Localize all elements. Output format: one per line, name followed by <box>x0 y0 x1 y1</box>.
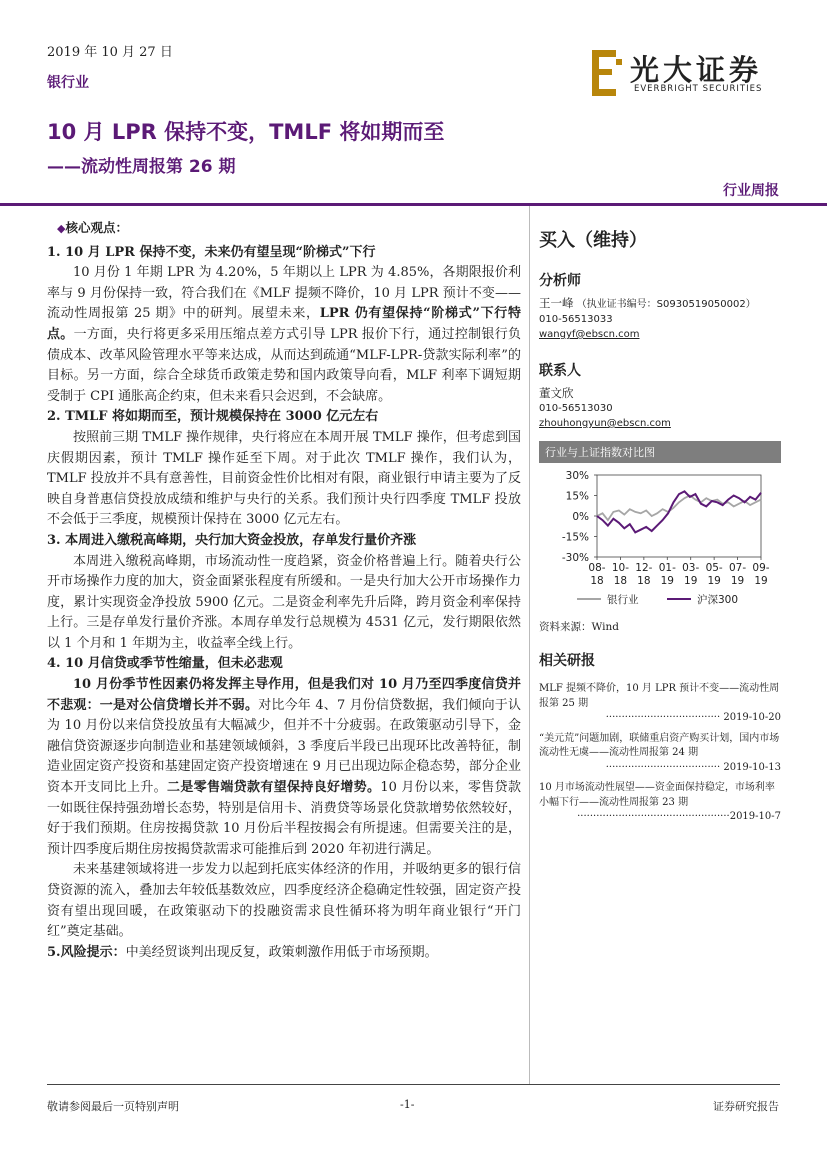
x-tick-label: 08- <box>588 562 606 574</box>
analyst-name: 王一峰 <box>539 296 574 310</box>
rating: 买入（维持） <box>539 230 647 251</box>
x-tick-label: 19 <box>660 575 674 587</box>
section-paragraph <box>47 552 521 655</box>
x-tick-label: 05- <box>705 562 723 574</box>
diamond-bullet-icon: ◆ <box>57 222 66 235</box>
x-tick-label: 19 <box>707 575 721 587</box>
x-tick-label: 01- <box>658 562 676 574</box>
logo-english-name: EVERBRIGHT SECURITIES <box>634 84 763 94</box>
related-report-date-row <box>539 761 781 776</box>
paragraph-text: 本周进入缴税高峰期，市场流动性一度趋紧，资金价格普遍上行。随着央行公开市场操作力度的加大，资金面紧张程度有所缓和。一是央行加大公开市场操作力度，累计实现资金净投放 5900 亿元。二是资金利率先升后降，跨月资金利率保持上行。三是存单发行量价齐涨。本周存单发行总规模为 4531 亿元，发行期限依然以 1 个月和 1 年期为主，收益率全线上行。 <box>47 553 521 651</box>
x-tick-label: 18 <box>613 575 628 587</box>
main-body <box>47 218 521 963</box>
section-heading: 4. 10 月信贷或季节性缩量，但未必悲观 <box>47 656 283 672</box>
related-heading: 相关研报 <box>539 653 595 669</box>
analyst-phone: 010-56513033 <box>539 314 613 325</box>
section-heading: 1. 10 月 LPR 保持不变，未来仍有望呈现“阶梯式”下行 <box>47 244 376 260</box>
contact-email[interactable]: zhouhongyun@ebscn.com <box>539 418 671 429</box>
legend-label: 银行业 <box>607 594 639 606</box>
y-tick-label: 0% <box>572 511 589 523</box>
company-logo <box>590 46 780 100</box>
x-tick-label: 10- <box>611 562 630 574</box>
x-tick-label: 07- <box>728 562 747 574</box>
chart-frame <box>597 475 761 557</box>
paragraph-text: 10 月份 1 年期 LPR 为 4.20%，5 年期以上 LPR 为 4.85%，各期限报价利率与 9 月份保持一致，符合我们在《MLF 提频不降价，10 月 LPR 预计不变——流动性周报第 25 期》中的研判。展望未来， <box>47 265 521 322</box>
leader-dots: ················································ <box>577 811 730 822</box>
section-heading: 3. 本周进入缴税高峰期，央行加大资金投放，存单发行量价齐涨 <box>47 532 417 548</box>
paragraph-text: 对比今年 4、7 月份信贷数据，我们倾向于认为 10 月份以来信贷投放虽有大幅减少，但并不十分疲弱。在政策驱动引导下，金融信贷资源逐步向制造业和基建领域倾斜，3 季度后半段已出现环比改善特征，制造业固定资产投资和基建固定资产投资增速在 9 月已出现边际企稳态势，部分企业资本开支同比上升。 <box>47 697 521 796</box>
footer-label: 证券研究报告 <box>713 1100 779 1113</box>
paragraph-text: 二是零售端贷款有望保持良好增势。 <box>167 780 381 796</box>
header-divider <box>0 203 827 206</box>
x-tick-label: 19 <box>730 575 745 587</box>
section-paragraph <box>47 428 521 531</box>
risk-text: 中美经贸谈判出现反复，政策刺激作用低于市场预期。 <box>125 944 438 960</box>
paragraph-text: 10 月份以来，零售贷款一如既往保持强劲增长态势，特别是信用卡、消费贷等场景化贷款增势依然较好，好于我们预期。住房按揭贷款 10 月份后半程按揭会有所提速。但需要关注的是，预计四季度后期住房按揭贷款需求可能推后到 2020 年初进行满足。 <box>47 780 521 857</box>
x-tick-label: 12- <box>635 562 653 574</box>
y-tick-label: -15% <box>561 531 589 544</box>
related-report-date: 2019-10-20 <box>723 712 781 723</box>
legend-label: 沪深300 <box>697 594 739 606</box>
report-title: 10 月 LPR 保持不变，TMLF 将如期而至 <box>47 120 445 144</box>
analyst-cert: （执业证书编号：S0930519050002） <box>576 299 756 310</box>
leader-dots: ···································· <box>605 761 724 773</box>
section-heading: 2. TMLF 将如期而至，预计规模保持在 3000 亿元左右 <box>47 409 379 425</box>
x-tick-label: 09- <box>752 562 770 574</box>
x-tick-label: 18 <box>590 575 604 587</box>
x-tick-label: 19 <box>754 575 768 587</box>
column-divider <box>529 206 530 1084</box>
related-report-title[interactable]: MLF 提频不降价，10 月 LPR 预计不变——流动性周报第 25 期 <box>539 683 780 709</box>
core-views-label: ◆核心观点： <box>57 220 128 235</box>
related-reports <box>539 682 781 825</box>
section-paragraph <box>47 263 521 407</box>
x-tick-label: 03- <box>682 562 700 574</box>
leader-dots: ···································· <box>605 712 724 723</box>
footer-divider <box>47 1084 780 1085</box>
page-number: -1- <box>400 1098 415 1111</box>
comparison-chart <box>539 467 781 617</box>
related-report-date: 2019-10-13 <box>723 761 781 773</box>
y-tick-label: 15% <box>565 490 589 503</box>
paragraph-text: 10 月份季节性因素仍将发挥主导作用，但是我们对 10 月乃至四季度信贷并不悲观：一是对公信贷增长并不弱。 <box>47 677 521 713</box>
paragraph-text: 一方面，央行将更多采用压缩点差方式引导 LPR 报价下行，通过控制银行负债成本、改革风险管理水平等来达成，从而达到疏通“MLF-LPR-贷款实际利率”的目标。另一方面，综合全球货币政策走势和国内政策导向看，MLF 利率下调短期受制于 CPI 通胀高企约束，但未来看只会迟到，不会缺席。 <box>47 326 521 404</box>
section-paragraph <box>47 675 521 860</box>
report-type: 行业周报 <box>723 183 779 199</box>
chart-title: 行业与上证指数对比图 <box>539 441 781 463</box>
report-subtitle: ——流动性周报第 26 期 <box>47 157 236 177</box>
related-report-title[interactable]: “美元荒”问题加剧，联储重启资产购买计划，国内市场流动性无虞——流动性周报第 24 期 <box>539 732 780 758</box>
related-report-title[interactable]: 10 月市场流动性展望——资金面保持稳定，市场利率小幅下行——流动性周报第 23 期 <box>539 782 775 808</box>
related-report-date-row <box>539 711 781 726</box>
risk-label: 5.风险提示： <box>47 944 126 960</box>
analyst-info <box>539 296 781 342</box>
related-report-date-row <box>539 810 781 825</box>
industry-label: 银行业 <box>47 75 89 91</box>
contact-phone: 010-56513030 <box>539 403 613 414</box>
report-date: 2019 年 10 月 27 日 <box>47 45 173 60</box>
series-line-bank <box>597 496 761 521</box>
paragraph-text: 未来基建领域将进一步发力以起到托底实体经济的作用，并吸纳更多的银行信贷资源的流入，叠加去年较低基数效应，四季度经济企稳确定性较强，固定资产投资有望出现回暖，在政策驱动下的投融资需求良性循环将为明年商业银行“开门红”奠定基础。 <box>47 862 521 940</box>
analyst-email[interactable]: wangyf@ebscn.com <box>539 329 640 340</box>
y-tick-label: -30% <box>561 552 589 564</box>
related-report-date: 2019-10-7 <box>729 811 781 822</box>
contact-heading: 联系人 <box>539 363 581 379</box>
section-paragraph <box>47 860 521 942</box>
sections <box>47 243 521 943</box>
x-tick-label: 19 <box>684 575 698 587</box>
contact-name: 董文欣 <box>539 386 574 400</box>
sidebar <box>539 226 781 825</box>
paragraph-text: 按照前三期 TMLF 操作规律，央行将应在本周开展 TMLF 操作，但考虑到国庆假期因素，预计 TMLF 操作延至下周。对于此次 TMLF 操作，我们认为，TMLF 投放并不具有意善性，目前资金性价比相对有限，商业银行申请主要为了反映自身普惠信贷投放成绩和维护与央行的关系。我们预计央行四季度 TMLF 投放不会低于三季度，规模预计保持在 3000 亿元左右。 <box>47 429 521 528</box>
logo-chinese-name: 光大证券 <box>630 53 763 87</box>
analyst-heading: 分析师 <box>539 273 581 289</box>
contact-info <box>539 386 781 431</box>
chart-source: 资料来源：Wind <box>539 621 619 633</box>
y-tick-label: 30% <box>565 470 589 482</box>
footer-disclaimer: 敬请参阅最后一页特别声明 <box>47 1100 179 1113</box>
x-tick-label: 18 <box>637 575 651 587</box>
paragraph-text: LPR 仍有望保持“阶梯式”下行特点。 <box>47 306 522 342</box>
logo-mark-icon <box>590 46 624 100</box>
risk-warning <box>47 943 521 964</box>
